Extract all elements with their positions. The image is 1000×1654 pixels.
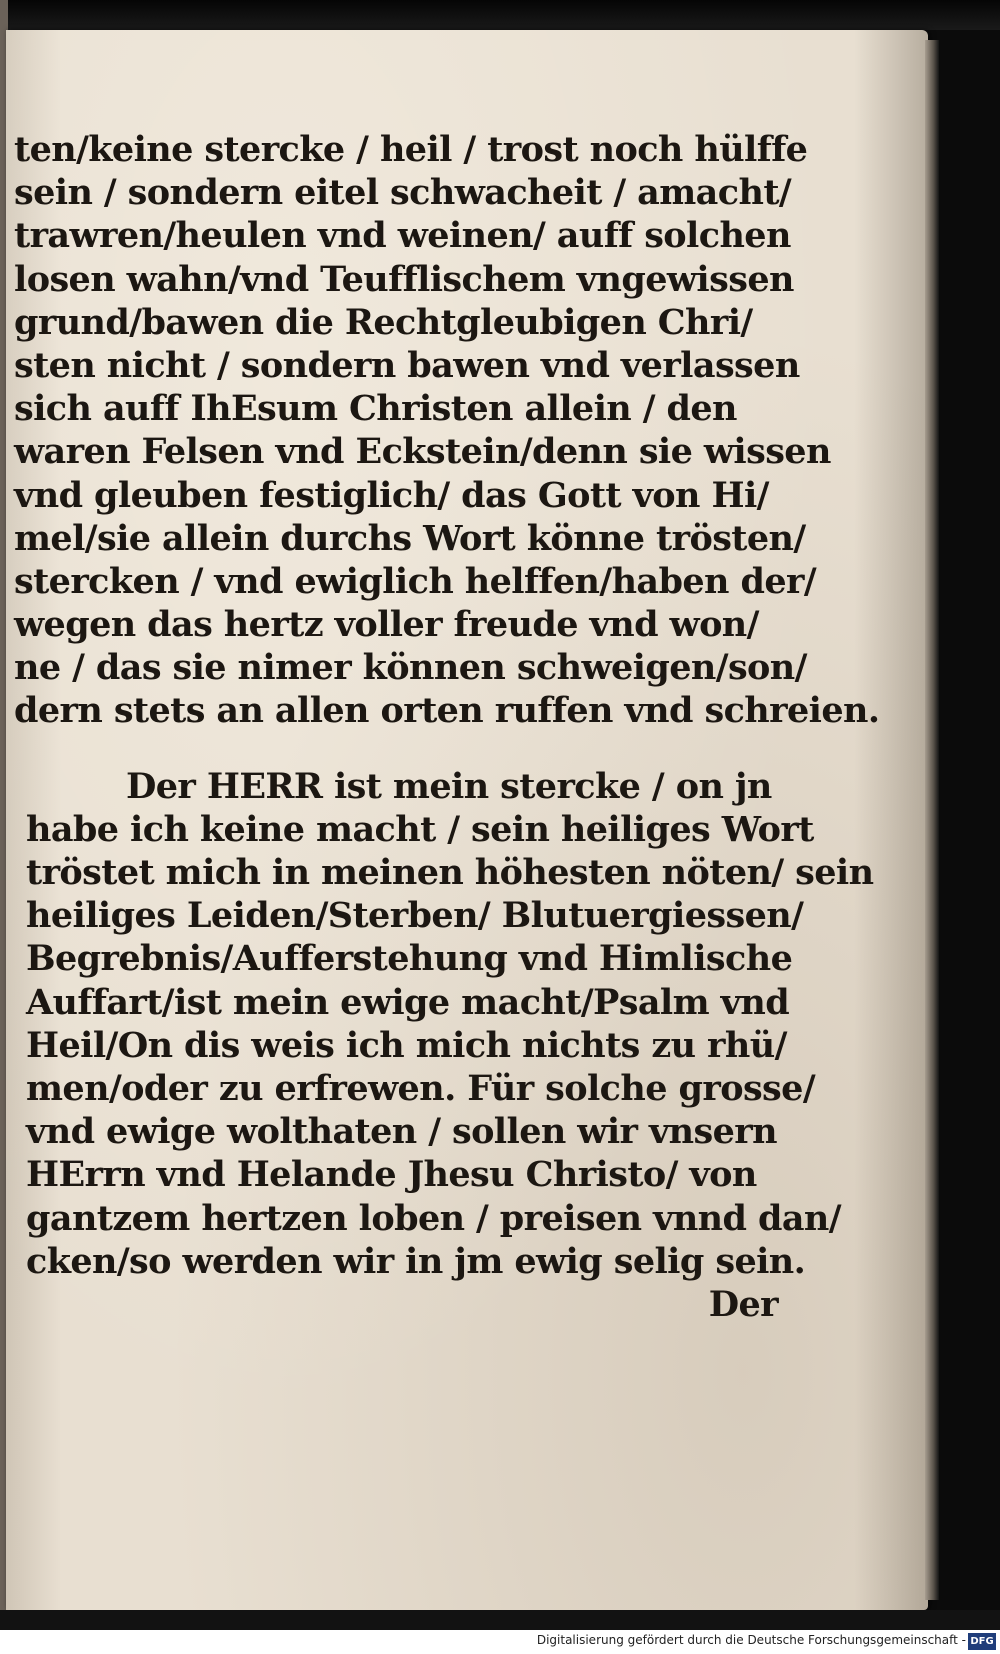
text-line: heiliges Leiden/Sterben/ Blutuergiessen/ xyxy=(26,895,804,937)
digitization-footer xyxy=(0,1630,1000,1654)
text-line: ne / das sie nimer können schweigen/son/ xyxy=(14,647,807,689)
text-line: sein / sondern eitel schwacheit / amacht/ xyxy=(14,172,792,214)
text-line: Auffart/ist mein ewige macht/Psalm vnd xyxy=(26,981,790,1023)
text-line: Begrebnis/Aufferstehung vnd Himlische xyxy=(26,938,793,980)
text-line: wegen das hertz voller freude vnd won/ xyxy=(14,604,759,646)
text-line: men/oder zu erfrewen. Für solche grosse/ xyxy=(26,1067,816,1109)
text-line: sten nicht / sondern bawen vnd verlassen xyxy=(14,344,800,386)
text-line: waren Felsen vnd Eckstein/denn sie wissen xyxy=(14,431,831,473)
text-line: HErrn vnd Helande Jhesu Christo/ von xyxy=(26,1154,757,1196)
page-text xyxy=(14,128,880,1326)
text-line: sich auff IhEsum Christen allein / den xyxy=(14,388,737,430)
text-line: vnd ewige wolthaten / sollen wir vnsern xyxy=(26,1111,777,1153)
paragraph-1 xyxy=(14,128,880,733)
scan-top-border xyxy=(0,0,1000,30)
text-line: stercken / vnd ewiglich helffen/haben der/ xyxy=(14,560,817,602)
text-line: gantzem hertzen loben / preisen vnnd dan/ xyxy=(26,1197,841,1239)
text-line: grund/bawen die Rechtgleubigen Chri/ xyxy=(14,301,753,343)
text-line: Heil/On dis weis ich mich nichts zu rhü/ xyxy=(26,1024,787,1066)
text-line: Der HERR ist mein stercke / on jn xyxy=(126,765,772,807)
text-line: cken/so werden wir in jm ewig selig sein. xyxy=(26,1240,806,1282)
paragraph-2 xyxy=(14,765,874,1326)
scan-bottom-border xyxy=(0,1610,1000,1630)
text-line: tröstet mich in meinen höhesten nöten/ sein xyxy=(26,852,874,893)
page-edge-shadow xyxy=(925,40,939,1600)
dfg-logo-icon: DFG xyxy=(968,1633,996,1650)
text-line: losen wahn/vnd Teufflischem vngewissen xyxy=(14,258,794,300)
footer-credit: Digitalisierung gefördert durch die Deutsche Forschungsgemeinschaft - xyxy=(536,1633,966,1647)
text-line: dern stets an allen orten ruffen vnd schreien. xyxy=(14,690,880,732)
text-line: habe ich keine macht / sein heiliges Wort xyxy=(26,808,814,850)
text-line: mel/sie allein durchs Wort könne trösten/ xyxy=(14,517,806,559)
text-line: trawren/heulen vnd weinen/ auff solchen xyxy=(14,215,791,257)
text-line: vnd gleuben festiglich/ das Gott von Hi/ xyxy=(14,474,769,516)
text-line: ten/keine stercke / heil / trost noch hülffe xyxy=(14,129,808,170)
catchword: Der xyxy=(708,1283,778,1325)
